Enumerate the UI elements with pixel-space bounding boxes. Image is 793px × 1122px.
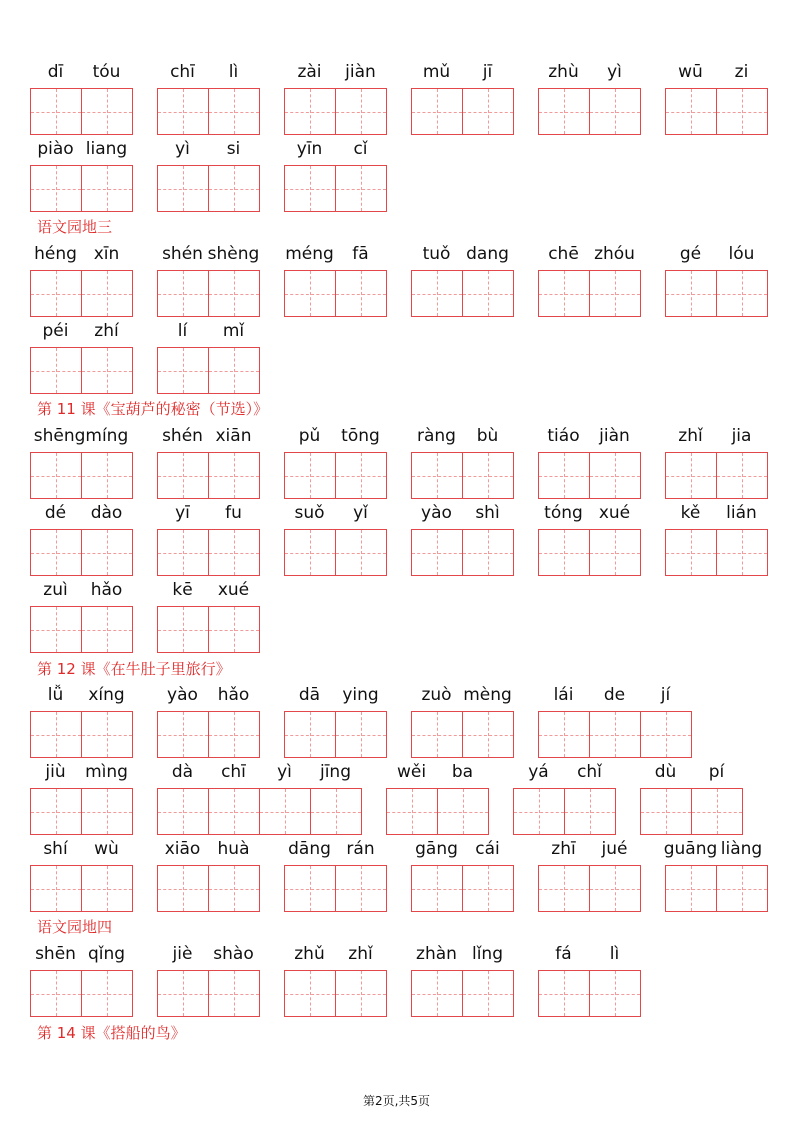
writing-cell [30,347,82,394]
pinyin-label: dé [44,503,67,523]
writing-cell [284,865,336,912]
writing-cell [157,711,209,758]
writing-cell [81,88,133,135]
writing-cell [157,165,209,212]
pinyin-label: shēngmíng [33,426,129,446]
writing-cell [284,270,336,317]
writing-cell [335,88,387,135]
writing-cell [665,452,717,499]
pinyin-label: chē [548,244,579,264]
writing-cell [81,788,133,835]
pinyin-label: shì [475,503,500,523]
writing-cell [513,788,565,835]
pinyin-label: zhǔ [294,944,325,964]
section-heading: 第 11 课《宝葫芦的秘密（节选）》 [37,400,269,418]
pinyin-label: tóu [92,62,121,82]
pinyin-label: gāng [415,839,458,859]
writing-cell [538,711,590,758]
writing-cell [665,529,717,576]
pinyin-label: shén [162,244,203,264]
pinyin-label: jia [731,426,752,446]
pinyin-label: chī [170,62,195,82]
writing-cell [284,165,336,212]
pinyin-label: chǐ [577,762,602,782]
writing-cell [208,865,260,912]
pinyin-label: lái [553,685,574,705]
writing-cell [157,865,209,912]
pinyin-label: kě [680,503,701,523]
writing-cell [30,606,82,653]
writing-cell [665,88,717,135]
pinyin-label: zi [734,62,749,82]
writing-cell [716,452,768,499]
pinyin-label: guāng [663,839,718,859]
pinyin-label: dào [90,503,123,523]
pinyin-label: yào [421,503,452,523]
writing-cell [411,88,463,135]
writing-cell [411,452,463,499]
writing-cell [81,270,133,317]
writing-cell [208,788,260,835]
pinyin-label: zhù [548,62,579,82]
pinyin-label: dà [171,762,194,782]
writing-cell [208,347,260,394]
writing-cell [640,788,692,835]
writing-cell [411,711,463,758]
pinyin-label: yīn [296,139,323,159]
section-heading: 语文园地四 [37,918,113,936]
writing-cell [208,970,260,1017]
writing-cell [30,270,82,317]
pinyin-label: gé [679,244,702,264]
writing-cell [157,970,209,1017]
writing-cell [284,529,336,576]
pinyin-label: ràng [417,426,456,446]
pinyin-label: zhǐ [348,944,373,964]
writing-cell [208,165,260,212]
writing-cell [335,865,387,912]
pinyin-label: wù [94,839,119,859]
pinyin-label: liang [85,139,128,159]
pinyin-label: zuò [421,685,452,705]
writing-cell [30,788,82,835]
pinyin-label: cǐ [353,139,368,159]
writing-cell [81,347,133,394]
writing-cell [640,711,692,758]
writing-cell [81,711,133,758]
writing-cell [462,88,514,135]
pinyin-label: lí [177,321,188,341]
pinyin-label: zhí [94,321,119,341]
pinyin-label: mǔ [422,62,451,82]
pinyin-label: wěi [396,762,427,782]
writing-cell [589,970,641,1017]
writing-cell [589,88,641,135]
writing-cell [538,270,590,317]
writing-cell [81,970,133,1017]
writing-cell [30,865,82,912]
pinyin-label: yì [277,762,292,782]
writing-cell [589,452,641,499]
pinyin-label: yá [528,762,549,782]
pinyin-label: tōng [341,426,380,446]
writing-cell [284,452,336,499]
pinyin-label: si [226,139,241,159]
writing-cell [437,788,489,835]
writing-cell [462,529,514,576]
writing-cell [335,970,387,1017]
section-heading: 第 14 课《搭船的鸟》 [37,1024,186,1042]
writing-cell [335,711,387,758]
writing-cell [81,529,133,576]
pinyin-label: ba [451,762,474,782]
writing-cell [462,970,514,1017]
pinyin-label: pí [708,762,725,782]
writing-cell [157,788,209,835]
pinyin-label: péi [42,321,69,341]
pinyin-label: fā [352,244,369,264]
pinyin-label: zhóu [594,244,635,264]
pinyin-label: lì [609,944,620,964]
writing-cell [462,865,514,912]
writing-cell [81,165,133,212]
writing-cell [157,88,209,135]
pinyin-label: yào [167,685,198,705]
pinyin-label: jiàn [345,62,376,82]
writing-cell [208,606,260,653]
pinyin-label: lóu [728,244,755,264]
writing-cell [538,529,590,576]
pinyin-label: héng [34,244,77,264]
pinyin-label: zhàn [416,944,457,964]
pinyin-label: jiàn [599,426,630,446]
writing-cell [462,711,514,758]
writing-cell [564,788,616,835]
pinyin-label: shí [43,839,68,859]
writing-cell [30,711,82,758]
pinyin-label: de [603,685,626,705]
writing-cell [411,970,463,1017]
pinyin-label: tuǒ [422,244,451,264]
pinyin-label: dī [47,62,64,82]
pinyin-label: jiù [45,762,66,782]
writing-cell [259,788,311,835]
pinyin-label: xīn [93,244,120,264]
writing-cell [589,529,641,576]
writing-cell [157,270,209,317]
writing-cell [208,711,260,758]
pinyin-label: xué [598,503,631,523]
writing-cell [589,711,641,758]
writing-cell [157,606,209,653]
pinyin-label: pǔ [298,426,321,446]
writing-cell [81,606,133,653]
writing-cell [208,529,260,576]
pinyin-label: dù [654,762,677,782]
pinyin-label: huà [217,839,250,859]
writing-cell [589,270,641,317]
writing-cell [589,865,641,912]
pinyin-label: lián [726,503,757,523]
writing-cell [462,452,514,499]
pinyin-label: jí [660,685,671,705]
section-heading: 语文园地三 [37,218,113,236]
writing-cell [284,88,336,135]
pinyin-label: tóng [544,503,583,523]
pinyin-label: yì [607,62,622,82]
section-heading: 第 12 课《在牛肚子里旅行》 [37,660,231,678]
pinyin-label: ying [342,685,379,705]
writing-cell [208,270,260,317]
writing-cell [157,529,209,576]
writing-cell [30,970,82,1017]
pinyin-label: fá [555,944,572,964]
pinyin-label: méng [285,244,334,264]
writing-cell [208,88,260,135]
writing-cell [462,270,514,317]
pinyin-label: yì [175,139,190,159]
writing-cell [716,88,768,135]
writing-cell [335,165,387,212]
pinyin-label: cái [475,839,500,859]
writing-cell [665,270,717,317]
pinyin-label: xíng [88,685,125,705]
pinyin-label: yī [175,503,190,523]
writing-cell [81,452,133,499]
pinyin-label: zhǐ [678,426,703,446]
page-footer: 第2页,共5页 [362,1094,431,1108]
pinyin-label: chī [221,762,246,782]
pinyin-label: mìng [85,762,128,782]
pinyin-label: dāng [288,839,331,859]
pinyin-label: piào [37,139,74,159]
writing-cell [538,865,590,912]
pinyin-label: lì [228,62,239,82]
writing-cell [538,970,590,1017]
writing-cell [30,529,82,576]
pinyin-label: zài [297,62,322,82]
writing-cell [411,270,463,317]
pinyin-label: jī [482,62,493,82]
pinyin-label: suǒ [294,503,325,523]
writing-cell [335,529,387,576]
pinyin-label: dang [466,244,509,264]
writing-cell [716,529,768,576]
pinyin-label: lǐng [471,944,503,964]
writing-cell [538,88,590,135]
writing-cell [157,452,209,499]
writing-cell [386,788,438,835]
pinyin-label: mèng [463,685,512,705]
pinyin-label: xiāo [164,839,201,859]
writing-cell [411,865,463,912]
pinyin-label: rán [346,839,375,859]
pinyin-label: hǎo [217,685,250,705]
pinyin-label: bù [476,426,499,446]
pinyin-label: qǐng [87,944,126,964]
writing-cell [411,529,463,576]
writing-cell [208,452,260,499]
writing-cell [691,788,743,835]
pinyin-label: dā [298,685,321,705]
writing-cell [665,865,717,912]
pinyin-label: lǚ [47,685,64,705]
pinyin-label: tiáo [547,426,580,446]
writing-cell [335,452,387,499]
pinyin-label: shén [162,426,203,446]
pinyin-label: wū [678,62,703,82]
writing-cell [157,347,209,394]
writing-cell [335,270,387,317]
writing-cell [716,865,768,912]
pinyin-label: hǎo [90,580,123,600]
writing-cell [30,165,82,212]
pinyin-label: jiè [172,944,193,964]
writing-cell [284,970,336,1017]
writing-cell [284,711,336,758]
pinyin-label: zhī [551,839,576,859]
writing-cell [538,452,590,499]
pinyin-label: yǐ [353,503,368,523]
writing-cell [81,865,133,912]
writing-cell [30,88,82,135]
pinyin-label: fu [225,503,242,523]
pinyin-label: zuì [43,580,68,600]
pinyin-label: shēn [35,944,76,964]
pinyin-label: kē [172,580,193,600]
pinyin-label: mǐ [222,321,245,341]
pinyin-label: shào [213,944,254,964]
pinyin-label: xué [217,580,250,600]
writing-cell [30,452,82,499]
pinyin-label: jīng [319,762,351,782]
pinyin-label: jué [601,839,628,859]
writing-cell [716,270,768,317]
pinyin-label: xiān [215,426,252,446]
writing-cell [310,788,362,835]
pinyin-label: shèng [207,244,260,264]
pinyin-label: liàng [720,839,763,859]
